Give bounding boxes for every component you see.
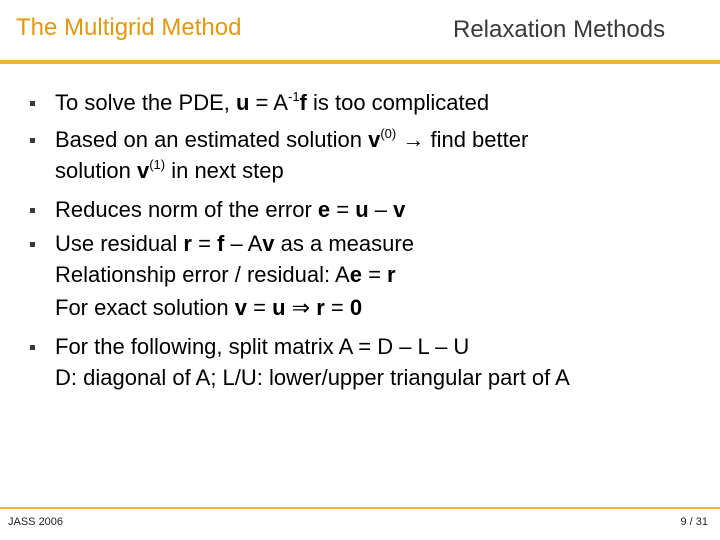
footer-label: JASS 2006: [8, 516, 64, 528]
bullet-line-5: For the following, split matrix A = D – L – U: [55, 334, 470, 359]
header-title-right: Relaxation Methods: [453, 16, 666, 43]
bullet-line-3: Reduces norm of the error e = u – v: [55, 197, 406, 222]
bullet-line-4: Use residual r = f – Av as a measure: [55, 231, 414, 256]
bullet-line-4-cont-2: For exact solution v = u ⇒ r = 0: [55, 295, 363, 320]
bullet-marker: [30, 242, 35, 247]
bullet-marker: [30, 345, 35, 350]
bullet-line-5-cont: D: diagonal of A; L/U: lower/upper triangular part of A: [55, 365, 570, 390]
bullet-marker: [30, 208, 35, 213]
bullet-line-2-cont: solution $v^{(1)}$ in next step: [55, 157, 284, 183]
bullet-line-4-cont-1: Relationship error / residual: Ae = r: [55, 262, 396, 287]
header-title-left: The Multigrid Method: [16, 14, 242, 41]
footer-divider: [0, 507, 720, 509]
bullet-line-2: Based on an estimated solution $v^{(0)}$ → find better: [55, 126, 529, 152]
header-divider: [0, 60, 720, 64]
bullet-marker: [30, 101, 35, 106]
bullet-marker: [30, 138, 35, 143]
page-number: 9 / 31: [680, 516, 708, 528]
bullet-line-1: To solve the PDE, $u = A^{-1}f$ is too complicated: [55, 89, 490, 115]
